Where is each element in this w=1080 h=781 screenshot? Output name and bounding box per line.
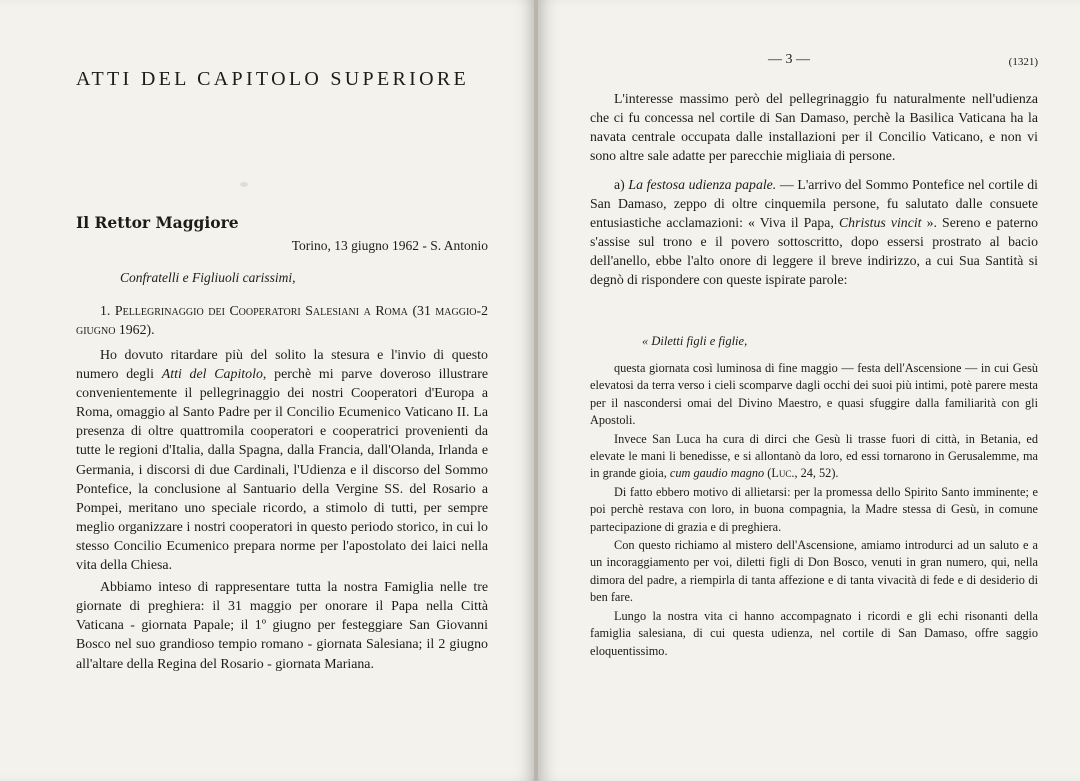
speech-paragraph <box>590 484 1038 536</box>
speech-paragraph <box>590 431 1038 483</box>
volume-page-number: (1321) <box>1008 56 1038 68</box>
paragraph-text: Con questo richiamo al mistero dell'Ascensione, amiamo introdurci ad un saluto e a un incoraggiamento per voi, diletti figli di Don Bosco, venuti in gran numero, qui, nella dimora del padre, a riempirla di tanta affezione e di tanta vivacità di fede e di desiderio di ben fare. <box>590 538 1038 605</box>
right-page <box>538 0 1080 781</box>
paragraph-text: — L'arrivo del Sommo Pontefice nel cortile di San Damaso, zeppo di oltre cinquemila persone, fu salutato dalle consuete entusiastiche acclamazioni: « Viva il Papa, <box>590 177 1039 230</box>
letter-salutation: Confratelli e Figliuoli carissimi, <box>120 270 296 285</box>
point-heading <box>76 301 488 339</box>
page-number: — 3 — <box>768 52 810 67</box>
left-body-text <box>76 346 488 674</box>
paragraph-text: Invece San Luca ha cura di dirci che Gesù li trasse fuori di città, in Betania, ed elevate le mani li benedisse, e si allontanò da loro, ed essi tornarono in Gerusalemme, ma in grande gioia, <box>590 431 1038 481</box>
paragraph: L'interesse massimo però del pellegrinaggio fu naturalmente nell'udienza che ci fu concessa nel cortile di San Damaso, perchè la Basilica Vaticana ha la navata centrale occupata dalle installazioni per il Concilio Vaticano, e non vi sono altre sale adatte per parecchie migliaia di persone. <box>590 91 1038 163</box>
speech-salutation: « Diletti figli e figlie, <box>642 334 748 348</box>
paragraph-text: Abbiamo inteso di rappresentare tutta la nostra Famiglia nelle tre giornate di preghiera: il 31 maggio per onorare il Papa nella Città Vaticana - giornata Papale; il 1º giugno per festeggiare San Giovanni Bosco nel suo grandioso tempio romano - giornata Salesiana; il 2 giugno all'altare della Regina del Rosario - giornata Mariana. <box>76 580 488 672</box>
papal-speech <box>590 360 1038 660</box>
paragraph-text: Lungo la nostra vita ci hanno accompagnato i ricordi e gli echi risonanti della famiglia salesiana, di cui questa udienza, nel cortile di San Damaso, offre saggio eloquentissimo. <box>590 608 1038 658</box>
paragraph <box>76 578 488 673</box>
section-title: ATTI DEL CAPITOLO SUPERIORE <box>76 68 469 90</box>
latin-quote: cum gaudio magno <box>669 466 765 481</box>
point-title: Pellegrinaggio dei Cooperatori Salesiani a Roma <box>114 303 408 318</box>
acclamation: Christus vincit <box>838 215 922 230</box>
paragraph-text: Di fatto ebbero motivo di allietarsi: per la promessa dello Spirito Santo imminente; e poi perchè restava con loro, in buona compagnia, la Madre stessa di Gesù, in comune partecipazione di grazia e di preghiera. <box>590 484 1038 534</box>
dateline: Torino, 13 giugno 1962 - S. Antonio <box>291 238 488 253</box>
point-dates: (31 maggio-2 giugno 1962). <box>76 303 488 337</box>
right-body-text <box>590 89 1038 289</box>
list-label: a) <box>614 177 629 192</box>
left-page <box>0 0 536 781</box>
paragraph <box>590 175 1038 289</box>
speech-paragraph <box>590 537 1038 607</box>
italic-title: Atti del Capitolo <box>161 367 263 383</box>
speech-paragraph <box>590 360 1038 430</box>
section-heading: Il Rettor Maggiore <box>76 213 239 232</box>
citation: (Luc., 24, 52). <box>764 466 839 481</box>
paragraph-text: questa giornata così luminosa di fine maggio — festa dell'Ascensione — in cui Gesù elevatosi da terra verso i cieli scomparve dagli occhi dei suoi più intimi, potè parere mesta per il nascondersi omai del Divino Maestro, e quasi sfuggire dalla familiarità con gli Apostoli. <box>590 361 1038 428</box>
paragraph-text: , perchè mi parve doveroso illustrare convenientemente il pellegrinaggio dei nostri Cooperatori d'Europa a Roma, omaggio al Santo Padre per il Concilio Ecumenico Vaticano II. La presenza di oltre quattromila cooperatori e cooperatrici provenienti da tutte le regioni d'Italia, dalla Spagna, dalla Francia, dall'Olanda, Irlanda e Germania, i discorsi di due Cardinali, l'Udienza e il discorso del Sommo Pontefice, la conclusione al Santuario della Vergine SS. del Rosario a Pompei, meritano uno speciale ricordo, a stimolo di tutti, per sempre meglio organizzare i nostri cooperatori in questo periodo storico, in cui lo stesso Concilio Ecumenico prepara norme per l'apostolato dei laici nella vita della Chiesa. <box>76 367 489 574</box>
paper-blemish <box>240 182 248 187</box>
paragraph <box>76 346 488 575</box>
paragraph-text: ». Sereno e paterno s'assise sul trono e il povero sottoscritto, dopo essersi prostrato al bacio dell'anello, ebbe l'alto onore di leggere il breve indirizzo, a cui Sua Santità si degnò di rispondere con queste ispirate parole: <box>590 215 1039 287</box>
point-number: 1. <box>100 303 111 318</box>
paragraph-text: Ho dovuto ritardare più del solito la stesura e l'invio di questo numero degli <box>76 348 488 383</box>
speech-paragraph <box>590 608 1038 660</box>
subsection-title: La festosa udienza papale. <box>628 177 777 192</box>
